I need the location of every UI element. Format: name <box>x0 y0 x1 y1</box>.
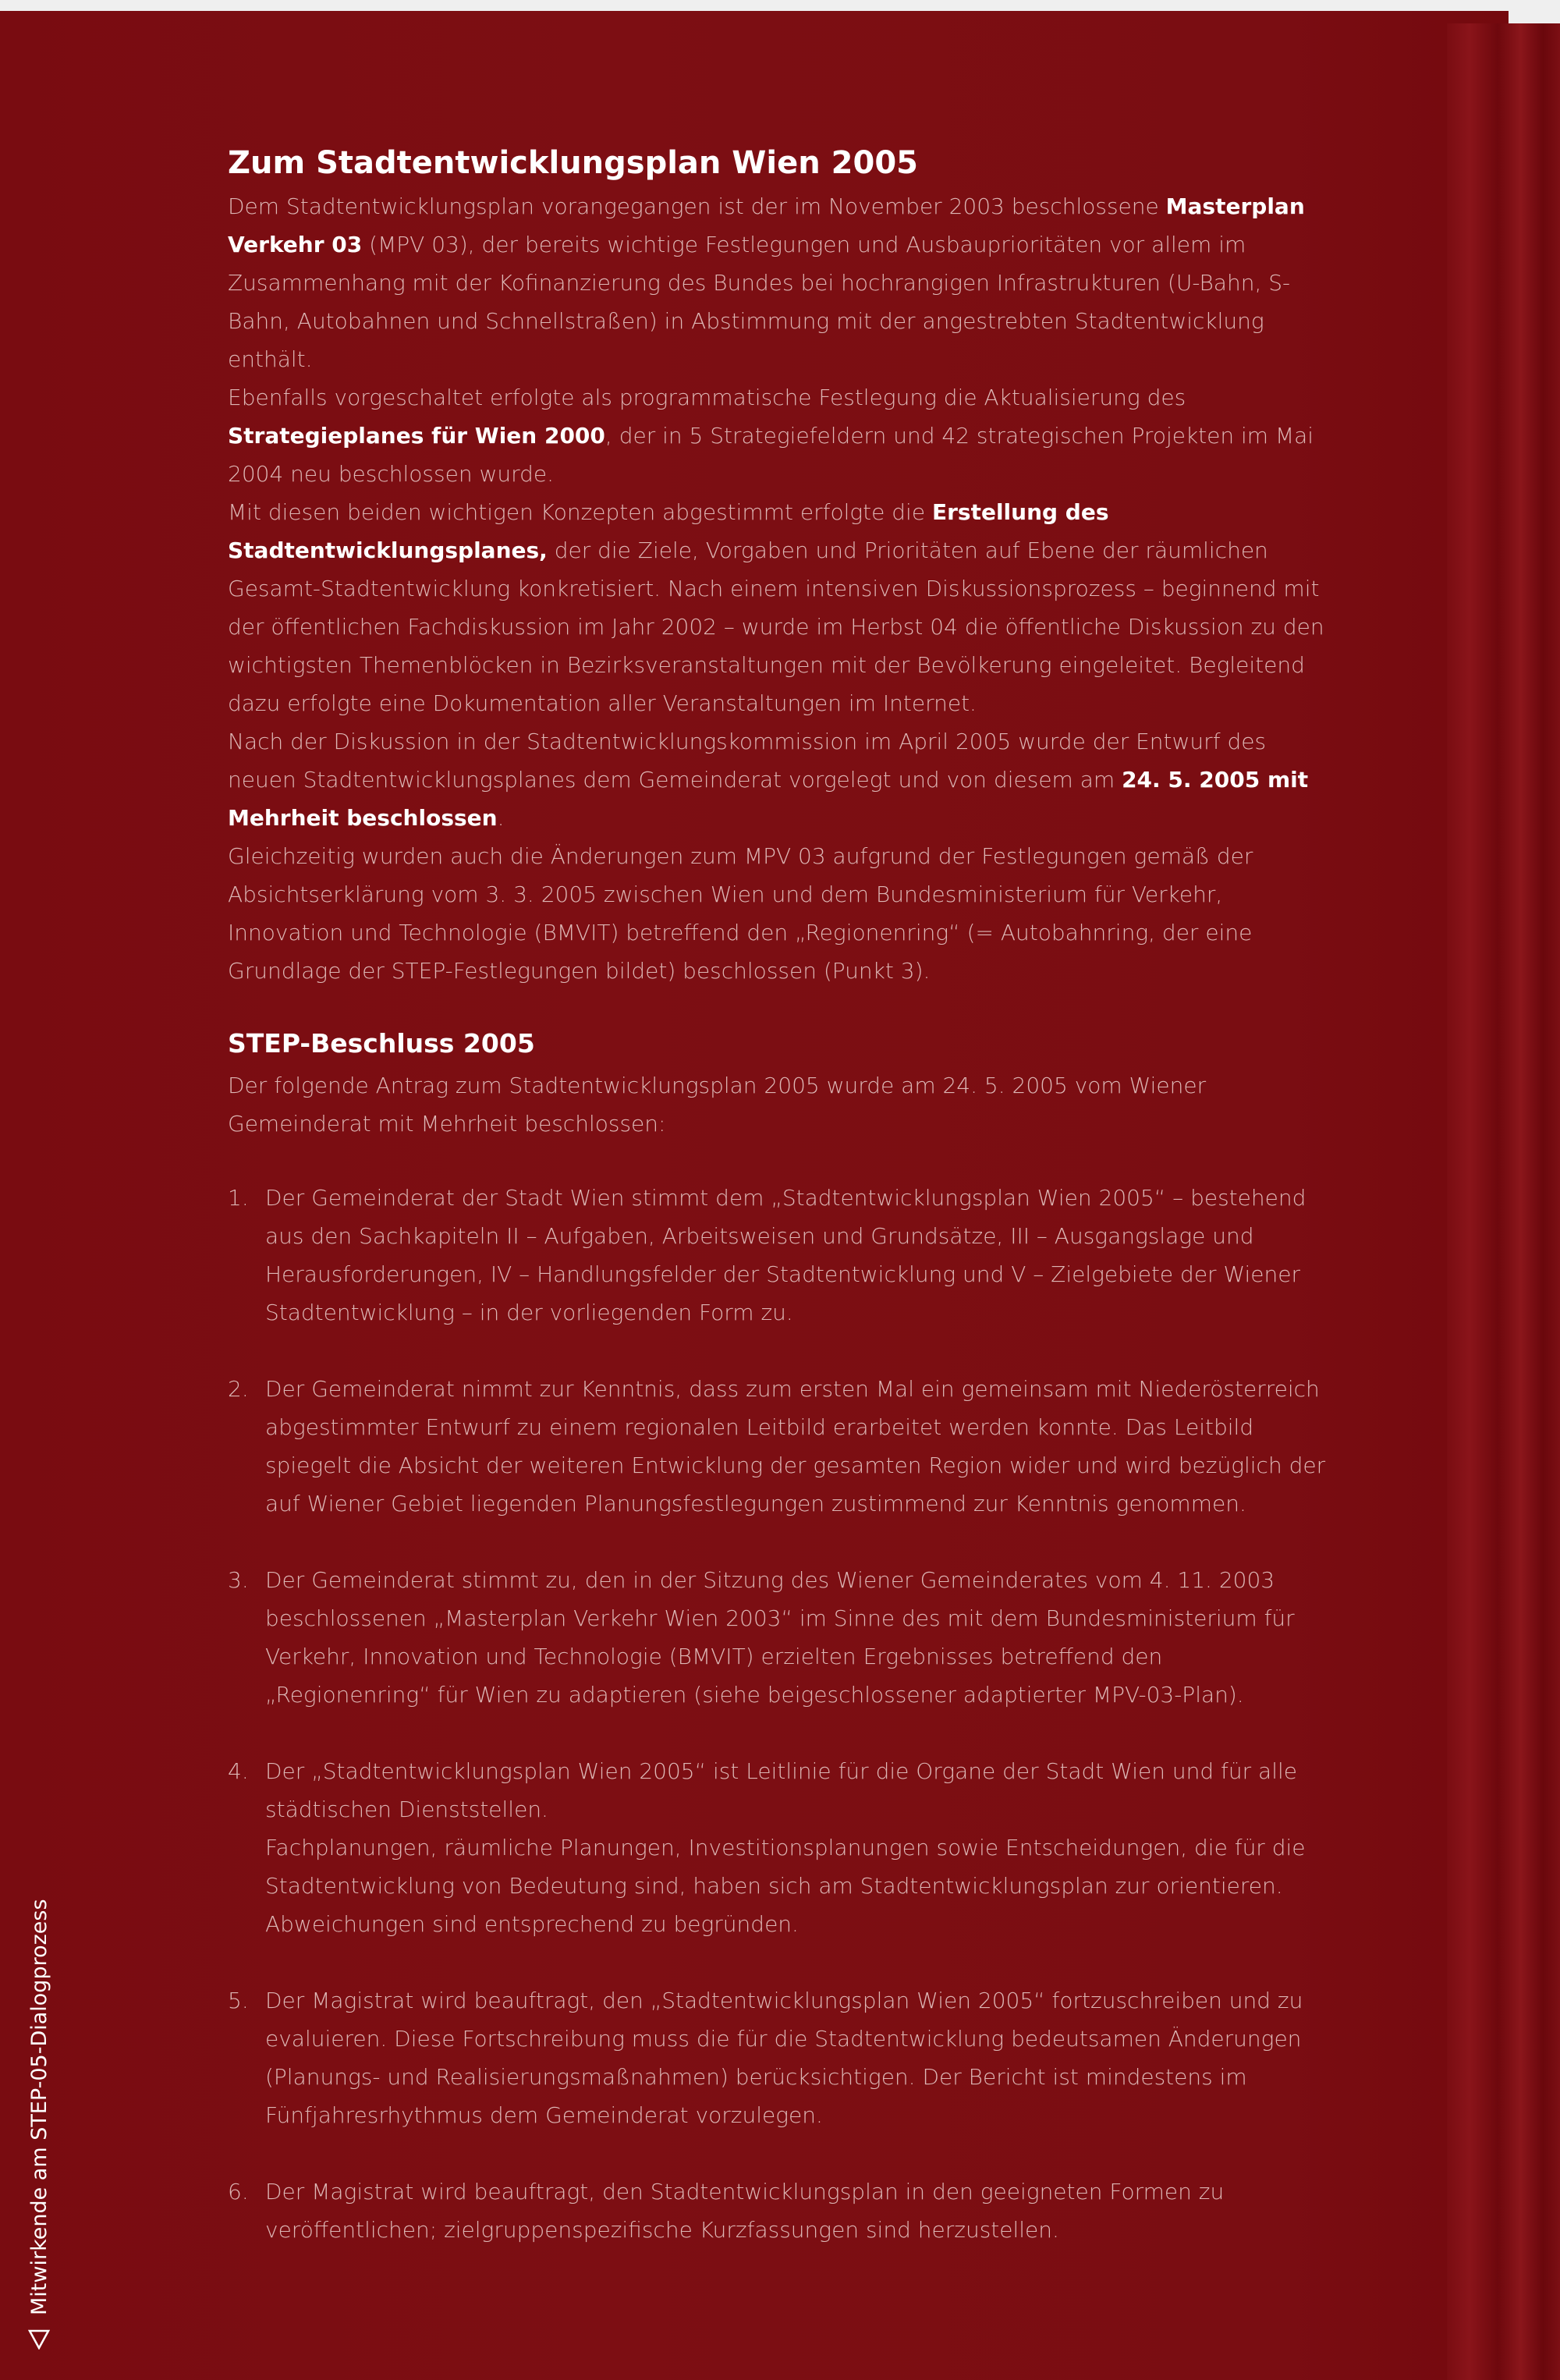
sidebar-label: Mitwirkende am STEP-05-Dialogprozess <box>27 1899 51 2315</box>
paragraph: Gleichzeitig wurden auch die Änderungen zum MPV 03 aufgrund der Festlegungen gemäß der Absichtserklärung vom 3. 3. 2005 zwischen Wien und dem Bundesministerium für Verkehr, Innovation und Technologie (BMVIT) betreffend den „Regionenring“ (= Autobahnring, der eine Grundlage der STEP-Festlegungen bildet) beschlossen (Punkt 3). <box>228 843 1253 984</box>
list-item <box>228 1561 1328 1714</box>
section-gap <box>228 990 1328 1021</box>
list-text: Der „Stadtentwicklungsplan Wien 2005“ ist Leitlinie für die Organe der Stadt Wien und für alle städtischen Dienststellen. <box>265 1758 1297 1822</box>
list-item <box>228 1179 1328 1332</box>
list-item <box>228 1981 1328 2134</box>
list-text: Der Magistrat wird beauftragt, den Stadtentwicklungsplan in den geeigneten Formen zu veröffentlichen; zielgruppenspezifische Kurzfassungen sind herzustellen. <box>265 2179 1225 2243</box>
paragraph-text: Nach der Diskussion in der Stadtentwicklungskommission im April 2005 wurde der Entwurf des neuen Stadtentwicklungsplanes dem Gemeinderat vorgelegt und von diesem am <box>228 729 1267 793</box>
list-item <box>228 2173 1328 2249</box>
list-text: Der Gemeinderat der Stadt Wien stimmt dem „Stadtentwicklungsplan Wien 2005“ – bestehend aus den Sachkapiteln II – Aufgaben, Arbeitsweisen und Grundsätze, III – Ausgangslage und Herausforderungen, IV – Handlungsfelder der Stadtentwicklung und V – Zielgebiete der Wiener Stadtentwicklung – in der vorliegenden Form zu. <box>265 1185 1306 1325</box>
section-title: Zum Stadtentwicklungsplan Wien 2005 <box>228 145 918 181</box>
paragraph-text: Ebenfalls vorgeschaltet erfolgte als programmatische Festlegung die Aktualisierung des <box>228 385 1186 410</box>
paragraph <box>228 378 1328 493</box>
paragraph-text: Mit diesen beiden wichtigen Konzepten abgestimmt erfolgte die <box>228 499 932 525</box>
resolution-list <box>228 1179 1328 2249</box>
list-text: Der Magistrat wird beauftragt, den „Stadtentwicklungsplan Wien 2005“ fortzuschreiben und zu evaluieren. Diese Fortschreibung muss die für die Stadtentwicklung bedeutsamen Änderungen (Planungs- und Realisierungsmaßnahmen) berücksichtigen. Der Bericht ist mindestens im Fünfjahresrhythmus dem Gemeinderat vorzulegen. <box>265 1988 1303 2128</box>
intro-paragraph: Der folgende Antrag zum Stadtentwicklungsplan 2005 wurde am 24. 5. 2005 vom Wiener Gemeinderat mit Mehrheit beschlossen: <box>228 1073 1207 1137</box>
highlight-term: 24. 5. 2005 mit Mehrheit beschlossen <box>228 767 1309 831</box>
list-number: 6. <box>228 2179 249 2204</box>
highlight-term: Masterplan Verkehr 03 <box>228 193 1305 257</box>
list-number: 1. <box>228 1185 249 1211</box>
section-title: STEP-Beschluss 2005 <box>228 1028 535 1059</box>
main-content <box>228 139 1328 2287</box>
list-number: 4. <box>228 1758 249 1784</box>
list-item <box>228 1752 1328 1943</box>
list-text: Der Gemeinderat stimmt zu, den in der Sitzung des Wiener Gemeinderates vom 4. 11. 2003 beschlossenen „Masterplan Verkehr Wien 2003“ im Sinne des mit dem Bundesministerium für Verkehr, Innovation und Technologie (BMVIT) erzielten Ergebnisses betreffend den „Regionenring“ für Wien zu adaptieren (siehe beigeschlossener adaptierter MPV-03-Plan). <box>265 1567 1295 1708</box>
paragraph <box>228 187 1328 378</box>
paragraph <box>228 722 1328 837</box>
paragraph <box>228 493 1328 722</box>
list-number: 5. <box>228 1988 249 2013</box>
sidebar-nav-label[interactable] <box>17 1899 61 2350</box>
list-number: 3. <box>228 1567 249 1593</box>
triangle-back-icon <box>17 2328 61 2350</box>
paragraph-text: Dem Stadtentwicklungsplan vorangegangen ist der im November 2003 beschlossene <box>228 193 1166 219</box>
list-text: Fachplanungen, räumliche Planungen, Investitionsplanungen sowie Entscheidungen, die für die Stadtentwicklung von Bedeutung sind, haben sich am Stadtentwicklungsplan zur orientieren. Abweichungen sind entsprechend zu begründen. <box>265 1835 1306 1937</box>
list-number: 2. <box>228 1376 249 1402</box>
paragraph-text: (MPV 03), der bereits wichtige Festlegungen und Ausbauprioritäten vor allem im Zusammenhang mit der Kofinanzierung des Bundes bei hochrangigen Infrastrukturen (U-Bahn, S-Bahn, Autobahnen und Schnellstraßen) in Abstimmung mit der angestrebten Stadtentwicklung enthält. <box>228 232 1291 372</box>
highlight-term: Strategieplanes für Wien 2000 <box>228 423 605 449</box>
list-text: Der Gemeinderat nimmt zur Kenntnis, dass zum ersten Mal ein gemeinsam mit Niederösterreich abgestimmter Entwurf zu einem regionalen Leitbild erarbeitet werden konnte. Das Leitbild spiegelt die Absicht der weiteren Entwicklung der gesamten Region wider und wird bezüglich der auf Wiener Gebiet liegenden Planungsfestlegungen zustimmend zur Kenntnis genommen. <box>265 1376 1326 1516</box>
paragraph-text: . <box>497 805 505 831</box>
paragraph-text: der die Ziele, Vorgaben und Prioritäten auf Ebene der räumlichen Gesamt-Stadtentwicklung konkretisiert. Nach einem intensiven Diskussionsprozess – beginnend mit der öffentlichen Fachdiskussion im Jahr 2002 – wurde im Herbst 04 die öffentliche Diskussion zu den wichtigsten Themenblöcken in Bezirksveranstaltungen mit der Bevölkerung eingeleitet. Begleitend dazu erfolgte eine Dokumentation aller Veranstaltungen im Internet. <box>228 537 1324 716</box>
page-edge <box>1447 23 1560 2380</box>
list-item <box>228 1370 1328 1523</box>
highlight-term: Erstellung des Stadtentwicklungsplanes, <box>228 499 1109 563</box>
paragraph-text: , der in 5 Strategiefeldern und 42 strategischen Projekten im Mai 2004 neu beschlossen wurde. <box>228 423 1314 487</box>
